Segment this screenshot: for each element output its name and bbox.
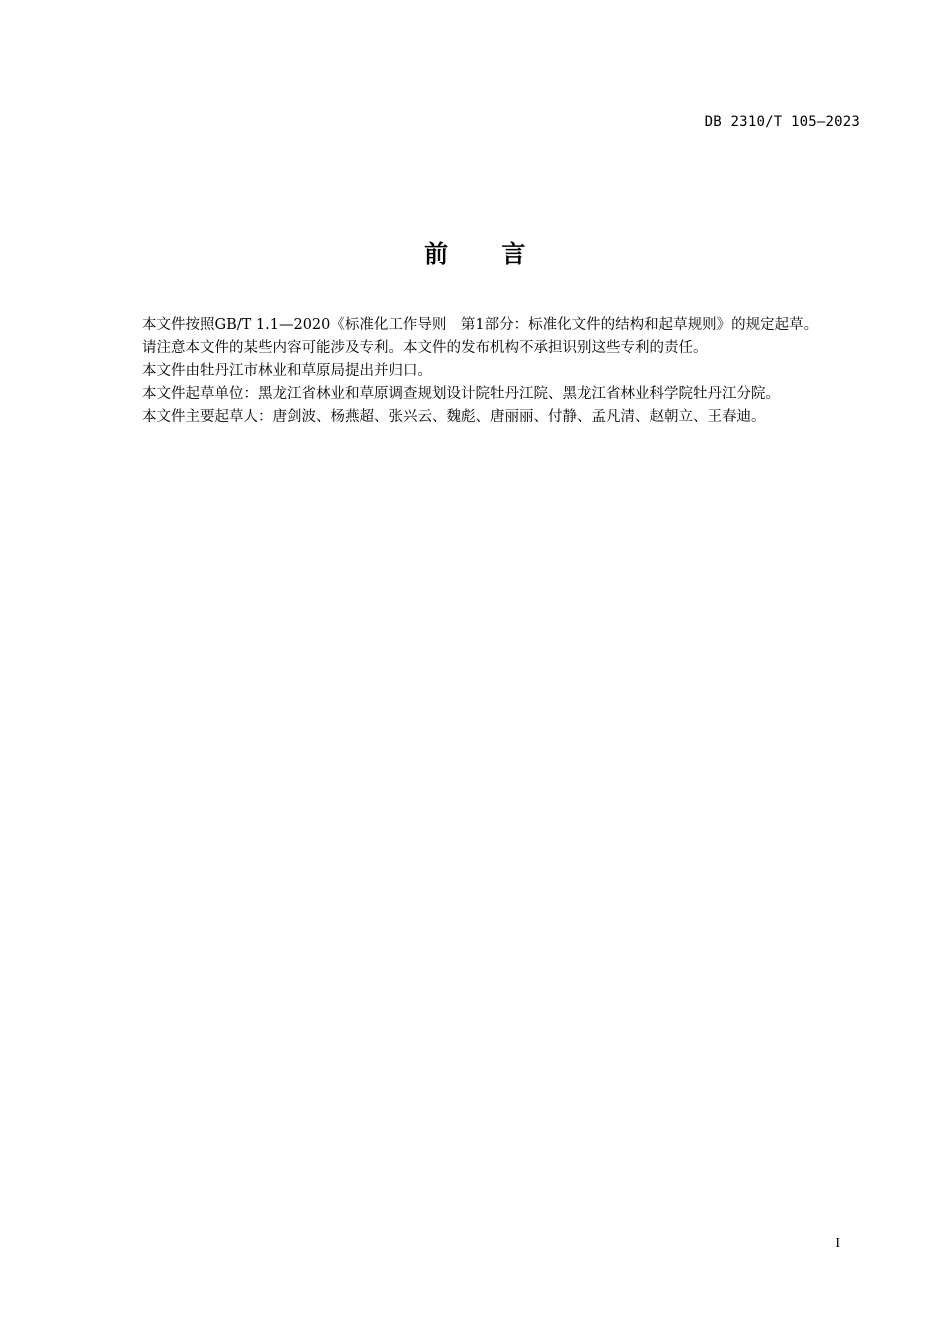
document-number: DB 2310/T 105—2023 xyxy=(704,114,860,130)
page-title: 前 言 xyxy=(424,240,526,268)
paragraph-drafting-units: 本文件起草单位：黑龙江省林业和草原调查规划设计院牡丹江院、黑龙江省林业科学院牡丹江分院。 xyxy=(142,386,780,402)
paragraph-proposer: 本文件由牡丹江市林业和草原局提出并归口。 xyxy=(142,363,432,379)
foreword-body xyxy=(113,314,861,429)
paragraph-patent-notice: 请注意本文件的某些内容可能涉及专利。本文件的发布机构不承担识别这些专利的责任。 xyxy=(142,340,708,356)
paragraph-drafters: 本文件主要起草人：唐剑波、杨燕超、张兴云、魏彪、唐丽丽、付静、孟凡清、赵朝立、王春迪。 xyxy=(142,409,766,425)
page-number: I xyxy=(835,1236,840,1251)
paragraph-drafting-rules: 本文件按照GB/T 1.1—2020《标准化工作导则 第1部分：标准化文件的结构和起草规则》的规定起草。 xyxy=(142,317,819,333)
